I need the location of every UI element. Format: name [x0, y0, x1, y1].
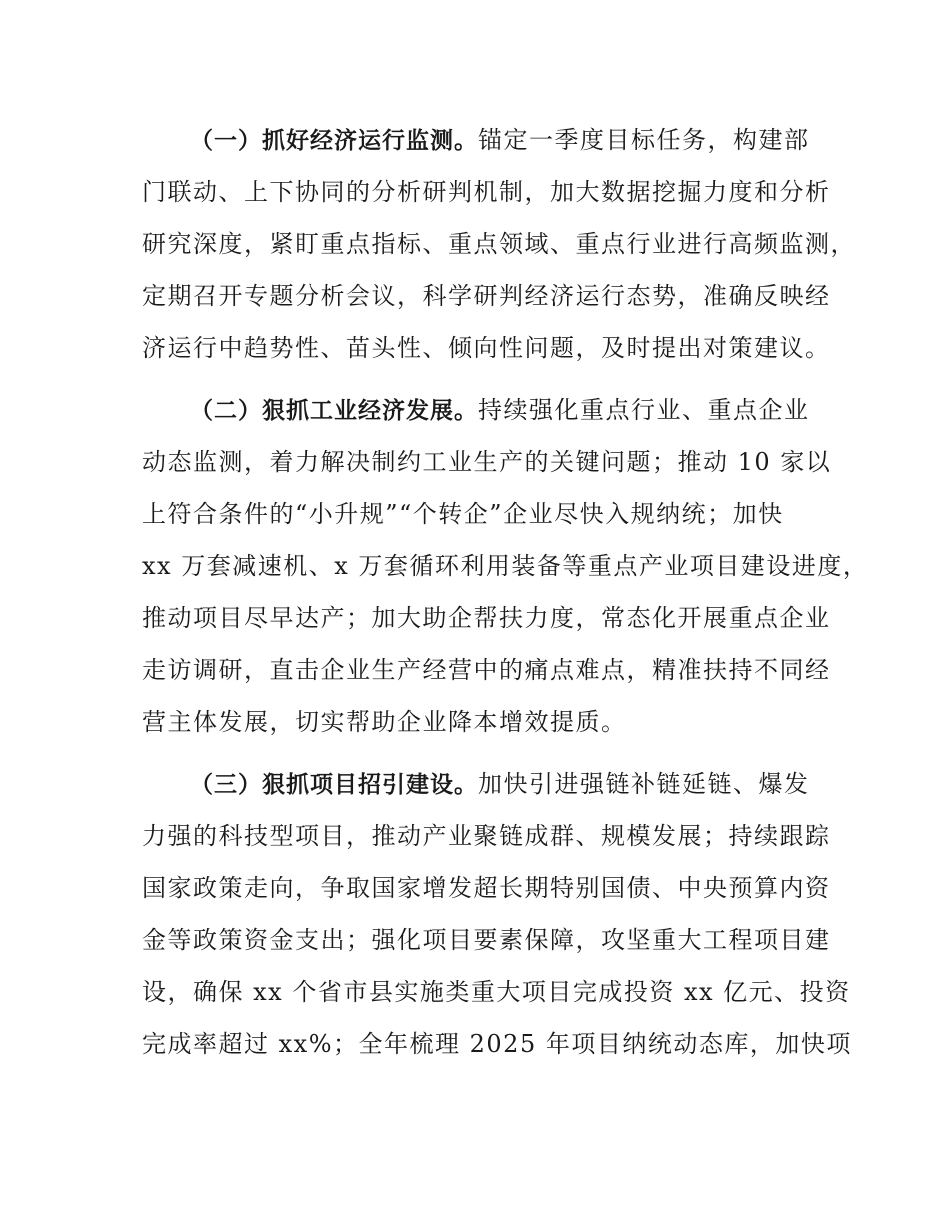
document-body [142, 118, 869, 1078]
section-2-line-5: 推动项目尽早达产；加大助企帮扶力度，常态化开展重点企业 [142, 604, 831, 632]
section-1-line-3: 研究深度，紧盯重点指标、重点领域、重点行业进行高频监测， [142, 230, 856, 258]
section-2-line-2: 动态监测，着力解决制约工业生产的关键问题；推动 10 家以 [142, 448, 832, 476]
section-3-line-1: 加快引进强链补链延链、爆发 [478, 770, 810, 798]
section-2-line-7: 营主体发展，切实帮助企业降本增效提质。 [142, 708, 627, 736]
section-3-line-3: 国家政策走向，争取国家增发超长期特别国债、中央预算内资 [142, 874, 831, 902]
section-2-heading: （二）狠抓工业经济发展。 [190, 398, 478, 424]
section-1-line-5: 济运行中趋势性、苗头性、倾向性问题，及时提出对策建议。 [142, 334, 831, 362]
section-3-line-5: 设，确保 xx 个省市县实施类重大项目完成投资 xx 亿元、投资 [142, 978, 851, 1006]
section-2-line-3: 上符合条件的“小升规”“个转企”企业尽快入规纳统；加快 [142, 500, 784, 528]
section-3-first-line [190, 762, 810, 806]
section-1-line-2: 门联动、上下协同的分析研判机制，加大数据挖掘力度和分析 [142, 178, 831, 206]
section-2-line-6: 走访调研，直击企业生产经营中的痛点难点，精准扶持不同经 [142, 656, 831, 684]
section-3-heading: （三）狠抓项目招引建设。 [190, 772, 478, 798]
section-3-line-4: 金等政策资金支出；强化项目要素保障，攻坚重大工程项目建 [142, 926, 831, 954]
section-2-first-line [190, 388, 810, 432]
section-3-line-6: 完成率超过 xx%；全年梳理 2025 年项目纳统动态库，加快项 [142, 1030, 852, 1058]
section-1-line-1: 锚定一季度目标任务，构建部 [478, 126, 810, 154]
section-1-heading: （一）抓好经济运行监测。 [190, 128, 478, 154]
section-1-line-4: 定期召开专题分析会议，科学研判经济运行态势，准确反映经 [142, 282, 831, 310]
section-1-first-line [190, 118, 810, 162]
section-2-line-1: 持续强化重点行业、重点企业 [478, 396, 810, 424]
section-2-line-4: xx 万套减速机、x 万套循环利用装备等重点产业项目建设进度， [142, 552, 869, 580]
section-3-line-2: 力强的科技型项目，推动产业聚链成群、规模发展；持续跟踪 [142, 822, 831, 850]
